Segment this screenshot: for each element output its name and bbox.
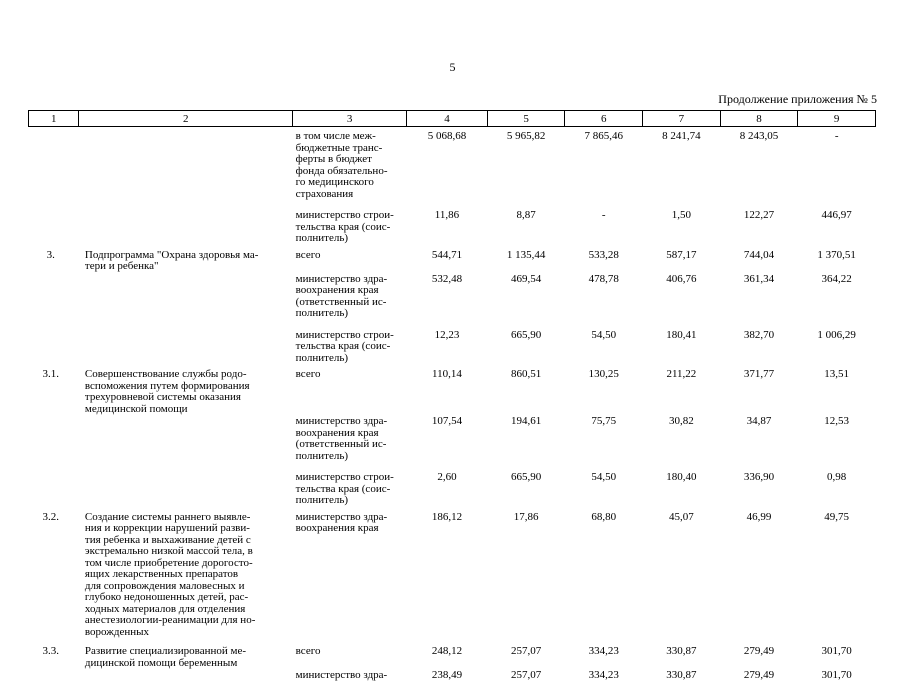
row-value-cell: 371,77	[743, 368, 775, 380]
continuation-label: Продолжение приложения № 5	[718, 92, 877, 106]
row-executor-cell: министерство строи- тельства края (соис- полнитель)	[295, 471, 394, 506]
row-value-cell: 257,07	[510, 645, 542, 657]
row-value-cell: 211,22	[666, 368, 697, 380]
row-value-cell: 334,23	[588, 645, 619, 657]
row-value-cell: 1 006,29	[817, 328, 856, 341]
row-value-cell: 5 965,82	[506, 130, 546, 142]
row-number-cell: 3.3.	[42, 645, 59, 657]
row-value-cell: 2,60	[437, 471, 457, 483]
row-value-cell: 334,23	[588, 669, 619, 681]
row-number-cell	[29, 127, 79, 211]
row-name-cell: Создание системы раннего выявле- ния и коррекции нарушений разви- тия ребенка и выхаживание детей с экстремально низкой массой тела, в том числе приобретение дорогосто- ящих лекарственных препаратов для сопровождения маловесных и глубоко недоношенных детей, рас- ходных материалов для отделения анестезиологии-реанимации для но- ворожденных	[84, 510, 256, 638]
appendix-table	[28, 110, 876, 682]
row-value-cell: 301,70	[821, 645, 852, 657]
row-name-cell: Подпрограмма "Охрана здоровья ма- тери и ребенка"	[84, 248, 259, 272]
row-value-cell: 68,80	[591, 510, 617, 523]
row-value-cell: 279,49	[743, 669, 775, 681]
table-row	[29, 210, 876, 250]
row-value-cell: 12,53	[824, 415, 850, 427]
header-cell: 2	[79, 111, 293, 127]
row-executor-cell: всего	[295, 368, 321, 380]
row-executor-cell: всего	[295, 248, 321, 261]
row-value-cell: 49,75	[824, 510, 850, 523]
row-name-cell: Развитие специализированной ме- дицинской помощи беременным	[84, 645, 247, 669]
row-value-cell: 238,49	[431, 669, 463, 681]
header-cell: 7	[643, 111, 721, 127]
row-value-cell: 364,22	[821, 272, 852, 285]
row-executor-cell: министерство здра- воохранения края (ответственный ис- полнитель)	[295, 415, 388, 462]
row-value-cell: 45,07	[668, 510, 694, 523]
row-name-cell	[79, 472, 293, 512]
row-value-cell: 469,54	[510, 272, 542, 285]
row-value-cell: 330,87	[666, 645, 697, 657]
row-value-cell: 30,82	[668, 415, 694, 427]
row-value-cell: 110,14	[432, 368, 462, 380]
row-value-cell: 34,87	[746, 415, 772, 427]
row-value-cell: 248,12	[431, 645, 463, 657]
row-executor-cell: в том числе меж- бюджетные транс- ферты в бюджет фонда обязательно- го медицинского страхования	[295, 130, 388, 200]
table-row	[29, 127, 876, 211]
table-row	[29, 670, 876, 682]
row-value-cell: 122,27	[743, 209, 775, 221]
row-name-cell	[79, 416, 293, 472]
table-row	[29, 472, 876, 512]
header-cell: 4	[407, 111, 488, 127]
row-value-cell: 361,34	[743, 272, 775, 285]
row-value-cell: 665,90	[510, 328, 542, 341]
row-value-cell: 7 865,46	[584, 130, 623, 142]
table-row	[29, 369, 876, 416]
row-name-cell	[79, 274, 293, 330]
row-number-cell: 3.	[46, 248, 55, 261]
row-number-cell: 3.1.	[42, 368, 59, 380]
row-executor-cell: министерство строи- тельства края (соис- полнитель)	[295, 209, 394, 244]
row-value-cell: 544,71	[431, 248, 463, 261]
table-row	[29, 646, 876, 670]
row-value-cell: 75,75	[591, 415, 617, 427]
row-number-cell	[29, 416, 79, 472]
row-value-cell: 279,49	[743, 645, 775, 657]
row-number-cell	[29, 274, 79, 330]
row-name-cell	[79, 670, 293, 682]
header-cell: 5	[487, 111, 565, 127]
row-value-cell: 8 241,74	[662, 130, 701, 142]
row-value-cell: -	[834, 130, 839, 142]
row-value-cell: 330,87	[666, 669, 697, 681]
row-value-cell: 130,25	[588, 368, 619, 380]
row-value-cell: 446,97	[821, 209, 852, 221]
row-value-cell: 587,17	[666, 248, 697, 261]
row-value-cell: 1 135,44	[506, 248, 546, 261]
row-value-cell: -	[601, 209, 606, 221]
row-value-cell: 532,48	[431, 272, 463, 285]
row-executor-cell: министерство здра- воохранения края (ответственный ис- полнитель)	[295, 272, 388, 319]
row-value-cell: 336,90	[743, 471, 775, 483]
row-value-cell: 8 243,05	[739, 130, 779, 142]
header-cell: 1	[29, 111, 79, 127]
row-value-cell: 17,86	[513, 510, 539, 523]
row-value-cell: 665,90	[510, 471, 542, 483]
row-name-cell	[79, 127, 293, 211]
row-value-cell: 186,12	[431, 510, 463, 523]
row-name-cell	[79, 330, 293, 370]
row-value-cell: 0,98	[827, 471, 847, 483]
page-number: 5	[449, 60, 456, 74]
header-cell: 6	[565, 111, 643, 127]
row-executor-cell: всего	[295, 645, 321, 657]
row-number-cell	[29, 210, 79, 250]
row-value-cell: 12,23	[434, 328, 460, 341]
row-value-cell: 478,78	[588, 272, 619, 285]
table-header-row	[29, 111, 876, 127]
header-cell: 9	[798, 111, 876, 127]
row-value-cell: 1 370,51	[817, 248, 856, 261]
row-value-cell: 1,50	[671, 209, 691, 221]
row-number-cell	[29, 330, 79, 370]
row-value-cell: 107,54	[431, 415, 463, 427]
row-value-cell: 533,28	[588, 248, 619, 261]
row-number-cell	[29, 670, 79, 682]
row-value-cell: 54,50	[591, 328, 617, 341]
row-number-cell	[29, 472, 79, 512]
table-row	[29, 250, 876, 274]
header-cell: 8	[720, 111, 798, 127]
row-executor-cell: министерство здра- воохранения края	[295, 510, 388, 534]
row-executor-cell: министерство строи- тельства края (соис- полнитель)	[295, 328, 394, 364]
table-row	[29, 330, 876, 370]
row-value-cell: 46,99	[746, 510, 772, 523]
row-value-cell: 11,86	[434, 209, 460, 221]
row-value-cell: 860,51	[510, 368, 542, 380]
row-number-cell: 3.2.	[42, 510, 59, 523]
row-value-cell: 382,70	[743, 328, 775, 341]
row-name-cell	[79, 210, 293, 250]
row-value-cell: 257,07	[510, 669, 542, 681]
row-name-cell: Совершенствование службы родо- вспоможения путем формирования трехуровневой системы оказания медицинской помощи	[84, 368, 250, 415]
row-value-cell: 180,40	[666, 471, 697, 483]
row-value-cell: 54,50	[591, 471, 617, 483]
row-value-cell: 301,70	[821, 669, 852, 681]
row-value-cell: 13,51	[824, 368, 850, 380]
row-value-cell: 5 068,68	[427, 130, 467, 142]
row-value-cell: 406,76	[666, 272, 697, 285]
row-value-cell: 194,61	[510, 415, 542, 427]
table-row	[29, 416, 876, 472]
row-executor-cell: министерство здра-	[295, 669, 388, 681]
header-cell: 3	[293, 111, 407, 127]
table-row	[29, 274, 876, 330]
row-value-cell: 180,41	[666, 328, 697, 341]
row-value-cell: 744,04	[743, 248, 775, 261]
row-value-cell: 8,87	[516, 209, 536, 221]
table-row	[29, 512, 876, 647]
